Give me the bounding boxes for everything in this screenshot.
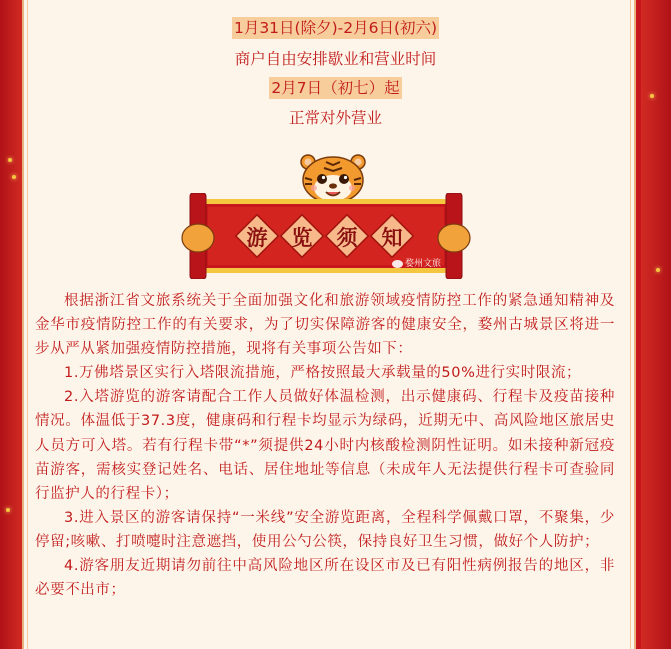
- wechat-icon: [392, 260, 403, 268]
- notice-item: 3.进入景区的游客请保持“一米线”安全游览距离，全程科学佩戴口罩，不聚集，少停留;咳嗽、打喷嚏时注意遮挡，使用公勺公筷，保持良好卫生习惯，做好个人防护；: [35, 509, 615, 550]
- resume-date: 2月7日（初七）起: [271, 79, 400, 97]
- sparkle: [8, 158, 12, 162]
- banner-char: 须: [336, 225, 358, 250]
- merchant-note: 商户自由安排歇业和营业时间: [234, 50, 437, 68]
- banner-char: 知: [381, 225, 403, 250]
- notice-item: 2.入塔游览的游客请配合工作人员做好体温检测，出示健康码、行程卡及疫苗接种情况。体温低于37.3度，健康码和行程卡均显示为绿码，近期无中、高风险地区旅居史人员方可入塔。若有行程卡带“*”须提供24小时内核酸检测阴性证明。如未接种新冠疫苗游客，需核实登记姓名、电话、居住地址等信息（未成年人无法提供行程卡可查验同行监护人的行程卡）；: [35, 389, 615, 502]
- sparkle: [12, 175, 16, 179]
- notice-body: [35, 289, 615, 602]
- date-range: 1月31日(除夕)-2月6日(初六): [233, 19, 438, 37]
- watermark: 婺州文旅: [392, 256, 441, 269]
- resume-note: 正常对外营业: [288, 109, 382, 127]
- notice-item: 4.游客朋友近期请勿前往中高风险地区所在设区市及已有阳性病例报告的地区，非必要不出市；: [35, 558, 615, 599]
- notice-item: 1.万佛塔景区实行入塔限流措施，严格按照最大承载量的50%进行实时限流；: [64, 365, 582, 382]
- date-range-line: [0, 17, 671, 39]
- banner-char: 游: [246, 225, 268, 250]
- sparkle: [6, 508, 10, 512]
- notice-intro: 根据浙江省文旅系统关于全面加强文化和旅游领域疫情防控工作的紧急通知精神及金华市疫情防控工作的有关要求，为了切实保障游客的健康安全，婺州古城景区将进一步从严从紧加强疫情防控措施，现将有关事项公告如下：: [35, 293, 615, 358]
- sparkle: [656, 268, 660, 272]
- banner-char: 览: [291, 225, 313, 250]
